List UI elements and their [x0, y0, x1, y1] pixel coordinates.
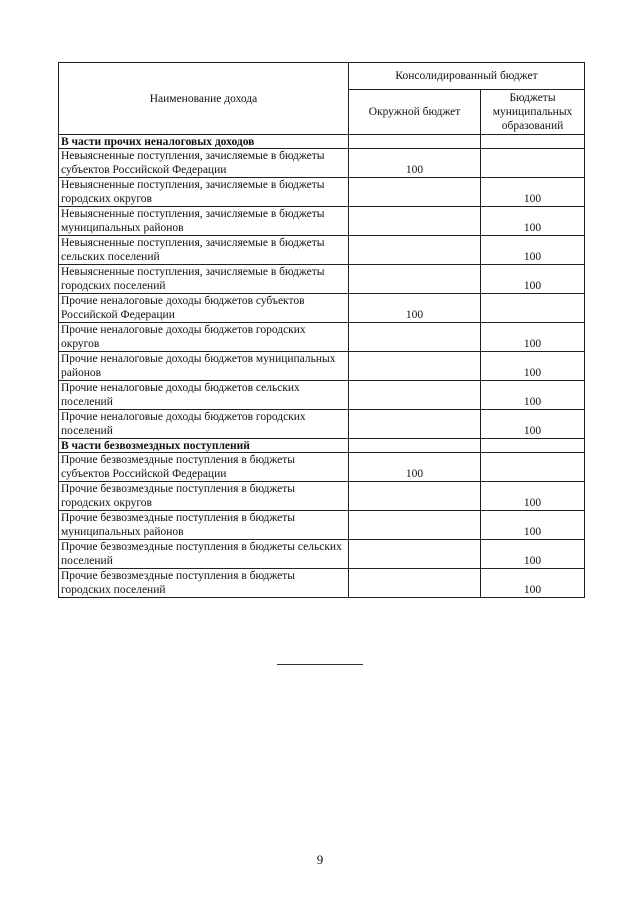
okrug-percent: [349, 381, 481, 410]
empty-cell: [481, 439, 585, 453]
municipal-percent: 100: [481, 323, 585, 352]
table-row: [59, 540, 585, 569]
table-row: [59, 236, 585, 265]
municipal-percent: 100: [481, 381, 585, 410]
municipal-percent: 100: [481, 178, 585, 207]
revenue-name: Невыясненные поступления, зачисляемые в бюджеты субъектов Российской Федерации: [59, 149, 349, 178]
municipal-percent: 100: [481, 482, 585, 511]
revenue-name: Невыясненные поступления, зачисляемые в бюджеты муниципальных районов: [59, 207, 349, 236]
okrug-percent: [349, 323, 481, 352]
municipal-percent: 100: [481, 236, 585, 265]
table-body: [59, 135, 585, 598]
table-row: [59, 149, 585, 178]
revenue-name: Прочие неналоговые доходы бюджетов муниципальных районов: [59, 352, 349, 381]
revenue-name: Невыясненные поступления, зачисляемые в бюджеты городских поселений: [59, 265, 349, 294]
municipal-percent: 100: [481, 352, 585, 381]
table-row: [59, 511, 585, 540]
municipal-percent: 100: [481, 207, 585, 236]
table-row: [59, 569, 585, 598]
okrug-percent: [349, 207, 481, 236]
table-row: [59, 410, 585, 439]
okrug-percent: [349, 352, 481, 381]
municipal-percent: [481, 453, 585, 482]
revenue-name: Прочие безвозмездные поступления в бюджеты муниципальных районов: [59, 511, 349, 540]
page-number: 9: [316, 852, 324, 867]
revenue-name: Прочие неналоговые доходы бюджетов городских округов: [59, 323, 349, 352]
revenue-name-header: Наименование дохода: [59, 63, 349, 135]
okrug-percent: [349, 511, 481, 540]
section-title: В части прочих неналоговых доходов: [59, 135, 349, 149]
table-row: [59, 178, 585, 207]
municipal-percent: 100: [481, 265, 585, 294]
table-row: [59, 294, 585, 323]
okrug-percent: 100: [349, 453, 481, 482]
municipal-percent: [481, 149, 585, 178]
section-title: В части безвозмездных поступлений: [59, 439, 349, 453]
okrug-percent: 100: [349, 149, 481, 178]
section-row: [59, 135, 585, 149]
table-row: [59, 265, 585, 294]
end-divider: [277, 664, 363, 665]
okrug-percent: [349, 540, 481, 569]
table-row: [59, 453, 585, 482]
revenue-name: Прочие неналоговые доходы бюджетов субъектов Российской Федерации: [59, 294, 349, 323]
municipal-percent: 100: [481, 410, 585, 439]
empty-cell: [481, 135, 585, 149]
empty-cell: [349, 135, 481, 149]
municipal-percent: 100: [481, 511, 585, 540]
municipal-percent: [481, 294, 585, 323]
revenue-name: Невыясненные поступления, зачисляемые в бюджеты сельских поселений: [59, 236, 349, 265]
table-row: [59, 482, 585, 511]
revenue-name: Прочие неналоговые доходы бюджетов городских поселений: [59, 410, 349, 439]
okrug-percent: [349, 410, 481, 439]
okrug-percent: [349, 482, 481, 511]
revenue-name: Невыясненные поступления, зачисляемые в бюджеты городских округов: [59, 178, 349, 207]
revenue-name: Прочие неналоговые доходы бюджетов сельских поселений: [59, 381, 349, 410]
revenue-name: Прочие безвозмездные поступления в бюджеты городских поселений: [59, 569, 349, 598]
revenue-name: Прочие безвозмездные поступления в бюджеты субъектов Российской Федерации: [59, 453, 349, 482]
municipal-percent: 100: [481, 540, 585, 569]
revenue-name: Прочие безвозмездные поступления в бюджеты сельских поселений: [59, 540, 349, 569]
revenue-name: Прочие безвозмездные поступления в бюджеты городских округов: [59, 482, 349, 511]
empty-cell: [349, 439, 481, 453]
okrug-budget-header: Окружной бюджет: [349, 90, 481, 135]
okrug-percent: [349, 178, 481, 207]
okrug-percent: [349, 265, 481, 294]
table-row: [59, 207, 585, 236]
section-row: [59, 439, 585, 453]
okrug-percent: 100: [349, 294, 481, 323]
table-row: [59, 381, 585, 410]
budget-revenue-table: [58, 62, 585, 598]
municipal-budget-header: Бюджеты муниципальных образований: [481, 90, 585, 135]
okrug-percent: [349, 236, 481, 265]
municipal-percent: 100: [481, 569, 585, 598]
table-row: [59, 352, 585, 381]
consolidated-budget-header: Консолидированный бюджет: [349, 63, 585, 90]
okrug-percent: [349, 569, 481, 598]
table-row: [59, 323, 585, 352]
